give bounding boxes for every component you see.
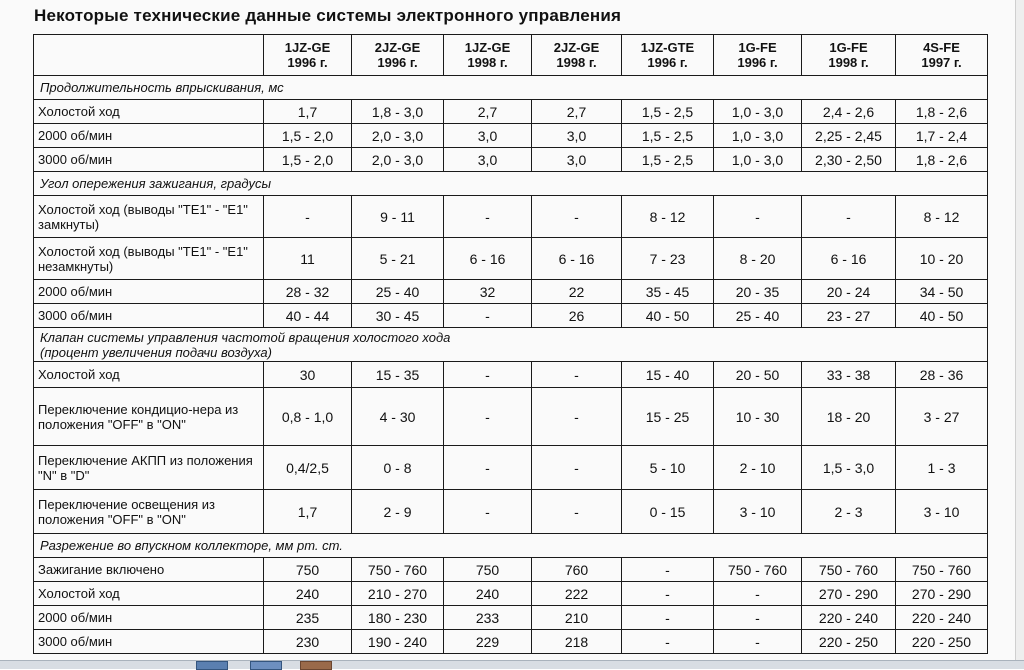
table-cell: 1,5 - 2,5 xyxy=(622,124,714,148)
table-cell: 0,8 - 1,0 xyxy=(264,388,352,446)
table-cell: 40 - 50 xyxy=(622,304,714,328)
table-cell: 220 - 240 xyxy=(802,606,896,630)
row-label: Холостой ход xyxy=(34,582,264,606)
table-row xyxy=(34,388,988,446)
table-row xyxy=(34,196,988,238)
column-model: 1JZ-GE xyxy=(284,40,331,55)
table-cell: 220 - 250 xyxy=(896,630,988,654)
table-cell: 750 - 760 xyxy=(896,558,988,582)
table-cell: 11 xyxy=(264,238,352,280)
table-cell: 229 xyxy=(444,630,532,654)
table-cell: 33 - 38 xyxy=(802,362,896,388)
column-year: 1997 г. xyxy=(921,55,962,70)
table-cell: 15 - 25 xyxy=(622,388,714,446)
row-label: 3000 об/мин xyxy=(34,630,264,654)
section-title-text: Клапан системы управления частотой вращения холостого хода xyxy=(40,329,451,345)
table-row xyxy=(34,490,988,534)
table-cell: 25 - 40 xyxy=(352,280,444,304)
table-cell: 270 - 290 xyxy=(802,582,896,606)
row-label: 2000 об/мин xyxy=(34,280,264,304)
table-cell: 30 xyxy=(264,362,352,388)
column-model: 1G-FE xyxy=(829,40,868,55)
table-cell: 210 xyxy=(532,606,622,630)
section-row xyxy=(34,76,988,100)
table-cell: 3,0 xyxy=(444,148,532,172)
table-cell: - xyxy=(714,606,802,630)
column-model: 1G-FE xyxy=(738,40,777,55)
table-cell: 750 - 760 xyxy=(714,558,802,582)
table-row xyxy=(34,582,988,606)
table-cell: 6 - 16 xyxy=(802,238,896,280)
table-cell: 2,0 - 3,0 xyxy=(352,124,444,148)
table-cell: 2,4 - 2,6 xyxy=(802,100,896,124)
table-cell: 3 - 27 xyxy=(896,388,988,446)
column-year: 1998 г. xyxy=(556,55,597,70)
table-cell: 35 - 45 xyxy=(622,280,714,304)
row-label: Холостой ход (выводы "TE1" - "E1" незамкнуты) xyxy=(34,238,264,280)
table-cell: 10 - 20 xyxy=(896,238,988,280)
table-cell: 240 xyxy=(444,582,532,606)
table-cell: 26 xyxy=(532,304,622,328)
column-model: 4S-FE xyxy=(923,40,960,55)
table-cell: 1,5 - 3,0 xyxy=(802,446,896,490)
table-cell: - xyxy=(532,362,622,388)
table-cell: 1,7 xyxy=(264,100,352,124)
table-cell: 30 - 45 xyxy=(352,304,444,328)
table-cell: - xyxy=(444,304,532,328)
column-header xyxy=(352,35,444,76)
table-cell: 28 - 32 xyxy=(264,280,352,304)
row-label: Холостой ход xyxy=(34,100,264,124)
section-row xyxy=(34,172,988,196)
table-cell: 4 - 30 xyxy=(352,388,444,446)
row-label: Холостой ход (выводы "TE1" - "E1" замкнуты) xyxy=(34,196,264,238)
table-cell: 20 - 50 xyxy=(714,362,802,388)
table-cell: 750 - 760 xyxy=(802,558,896,582)
header-row xyxy=(34,35,988,76)
row-label: 3000 об/мин xyxy=(34,304,264,328)
table-cell: 3,0 xyxy=(444,124,532,148)
table-cell: 1,8 - 2,6 xyxy=(896,148,988,172)
table-cell: 233 xyxy=(444,606,532,630)
row-label: Переключение кондицио-нера из положения "OFF" в "ON" xyxy=(34,388,264,446)
table-cell: 180 - 230 xyxy=(352,606,444,630)
table-cell: 8 - 20 xyxy=(714,238,802,280)
column-model: 2JZ-GE xyxy=(374,40,421,55)
column-header xyxy=(896,35,988,76)
table-cell: 40 - 50 xyxy=(896,304,988,328)
table-cell: 235 xyxy=(264,606,352,630)
table-cell: 23 - 27 xyxy=(802,304,896,328)
table-cell: 230 xyxy=(264,630,352,654)
column-year: 1998 г. xyxy=(467,55,508,70)
table-cell: 240 xyxy=(264,582,352,606)
column-model: 1JZ-GTE xyxy=(640,40,695,55)
table-cell: 1,0 - 3,0 xyxy=(714,124,802,148)
table-cell: 1,0 - 3,0 xyxy=(714,100,802,124)
table-cell: - xyxy=(532,388,622,446)
specs-table xyxy=(33,34,988,654)
table-cell: 3 - 10 xyxy=(714,490,802,534)
table-cell: - xyxy=(532,196,622,238)
section-row xyxy=(34,328,988,362)
table-cell: - xyxy=(622,630,714,654)
vertical-scrollbar[interactable] xyxy=(1015,0,1024,660)
table-cell: 25 - 40 xyxy=(714,304,802,328)
column-header xyxy=(264,35,352,76)
table-cell: 210 - 270 xyxy=(352,582,444,606)
table-cell: - xyxy=(714,630,802,654)
table-cell: 3,0 xyxy=(532,124,622,148)
table-cell: 1,7 - 2,4 xyxy=(896,124,988,148)
table-cell: - xyxy=(622,558,714,582)
section-title xyxy=(34,534,988,558)
table-cell: 760 xyxy=(532,558,622,582)
table-cell: 2 - 9 xyxy=(352,490,444,534)
table-cell: 40 - 44 xyxy=(264,304,352,328)
table-cell: 1,5 - 2,0 xyxy=(264,124,352,148)
table-cell: - xyxy=(444,388,532,446)
row-label: Зажигание включено xyxy=(34,558,264,582)
column-model: 1JZ-GE xyxy=(464,40,511,55)
table-cell: 3 - 10 xyxy=(896,490,988,534)
table-cell: 8 - 12 xyxy=(622,196,714,238)
taskbar-app-icon[interactable] xyxy=(196,661,228,670)
table-row xyxy=(34,100,988,124)
section-title xyxy=(34,172,988,196)
table-cell: 5 - 21 xyxy=(352,238,444,280)
row-label: 3000 об/мин xyxy=(34,148,264,172)
table-cell: - xyxy=(802,196,896,238)
table-cell: 2 - 3 xyxy=(802,490,896,534)
column-year: 1998 г. xyxy=(828,55,869,70)
table-cell: 1,7 xyxy=(264,490,352,534)
table-row xyxy=(34,148,988,172)
table-cell: 218 xyxy=(532,630,622,654)
table-row xyxy=(34,630,988,654)
table-cell: - xyxy=(444,446,532,490)
column-year: 1996 г. xyxy=(377,55,418,70)
table-row xyxy=(34,304,988,328)
table-cell: 9 - 11 xyxy=(352,196,444,238)
header-blank xyxy=(34,35,264,76)
table-cell: - xyxy=(264,196,352,238)
section-row xyxy=(34,534,988,558)
table-row xyxy=(34,362,988,388)
table-cell: 20 - 35 xyxy=(714,280,802,304)
section-title-text: Продолжительность впрыскивания, мс xyxy=(40,80,284,95)
table-cell: 1,0 - 3,0 xyxy=(714,148,802,172)
column-model: 2JZ-GE xyxy=(553,40,600,55)
table-cell: - xyxy=(444,490,532,534)
table-cell: 2,25 - 2,45 xyxy=(802,124,896,148)
table-cell: 0 - 15 xyxy=(622,490,714,534)
table-cell: 22 xyxy=(532,280,622,304)
row-label: Переключение АКПП из положения "N" в "D" xyxy=(34,446,264,490)
table-cell: 750 xyxy=(264,558,352,582)
table-row xyxy=(34,606,988,630)
table-cell: 1,5 - 2,5 xyxy=(622,148,714,172)
table-cell: 750 - 760 xyxy=(352,558,444,582)
row-label: Переключение освещения из положения "OFF" в "ON" xyxy=(34,490,264,534)
table-cell: 18 - 20 xyxy=(802,388,896,446)
table-cell: 2,7 xyxy=(532,100,622,124)
column-header xyxy=(714,35,802,76)
table-cell: 1,8 - 2,6 xyxy=(896,100,988,124)
table-cell: 15 - 35 xyxy=(352,362,444,388)
table-cell: 6 - 16 xyxy=(532,238,622,280)
column-header xyxy=(532,35,622,76)
column-year: 1996 г. xyxy=(737,55,778,70)
table-cell: 20 - 24 xyxy=(802,280,896,304)
column-year: 1996 г. xyxy=(647,55,688,70)
table-cell: 8 - 12 xyxy=(896,196,988,238)
table-cell: - xyxy=(444,196,532,238)
table-row xyxy=(34,280,988,304)
table-cell: - xyxy=(714,196,802,238)
table-cell: 10 - 30 xyxy=(714,388,802,446)
table-cell: - xyxy=(714,582,802,606)
document-title: Некоторые технические данные системы электронного управления xyxy=(34,6,622,25)
row-label: 2000 об/мин xyxy=(34,606,264,630)
row-label: Холостой ход xyxy=(34,362,264,388)
table-cell: 6 - 16 xyxy=(444,238,532,280)
row-label: 2000 об/мин xyxy=(34,124,264,148)
table-cell: 28 - 36 xyxy=(896,362,988,388)
table-cell: 0 - 8 xyxy=(352,446,444,490)
table-cell: 2,0 - 3,0 xyxy=(352,148,444,172)
column-header xyxy=(444,35,532,76)
table-row xyxy=(34,124,988,148)
table-cell: 34 - 50 xyxy=(896,280,988,304)
table-row xyxy=(34,238,988,280)
column-header xyxy=(802,35,896,76)
column-year: 1996 г. xyxy=(287,55,328,70)
table-cell: 2,7 xyxy=(444,100,532,124)
table-row xyxy=(34,558,988,582)
section-title-text: Разрежение во впускном коллекторе, мм рт. ст. xyxy=(40,538,343,553)
column-header xyxy=(622,35,714,76)
table-cell: - xyxy=(622,606,714,630)
table-cell: 750 xyxy=(444,558,532,582)
table-cell: 270 - 290 xyxy=(896,582,988,606)
table-cell: - xyxy=(532,446,622,490)
table-cell: 190 - 240 xyxy=(352,630,444,654)
table-cell: - xyxy=(622,582,714,606)
table-cell: 1,5 - 2,5 xyxy=(622,100,714,124)
table-cell: 220 - 240 xyxy=(896,606,988,630)
table-cell: 2,30 - 2,50 xyxy=(802,148,896,172)
table-cell: 2 - 10 xyxy=(714,446,802,490)
table-cell: 3,0 xyxy=(532,148,622,172)
table-cell: 32 xyxy=(444,280,532,304)
table-cell: 1,8 - 3,0 xyxy=(352,100,444,124)
taskbar-app-icon[interactable] xyxy=(250,661,282,670)
table-cell: 1 - 3 xyxy=(896,446,988,490)
section-title xyxy=(34,76,988,100)
table-cell: 7 - 23 xyxy=(622,238,714,280)
table-cell: 220 - 250 xyxy=(802,630,896,654)
table-cell: - xyxy=(532,490,622,534)
table-cell: 222 xyxy=(532,582,622,606)
table-cell: 15 - 40 xyxy=(622,362,714,388)
table-cell: 1,5 - 2,0 xyxy=(264,148,352,172)
table-cell: 0,4/2,5 xyxy=(264,446,352,490)
table-cell: 5 - 10 xyxy=(622,446,714,490)
table-row xyxy=(34,446,988,490)
section-title-text: Угол опережения зажигания, градусы xyxy=(40,176,272,191)
table-cell: - xyxy=(444,362,532,388)
section-title xyxy=(34,328,988,362)
taskbar-app-icon[interactable] xyxy=(300,661,332,670)
section-subtitle-text: (процент увеличения подачи воздуха) xyxy=(40,344,272,360)
